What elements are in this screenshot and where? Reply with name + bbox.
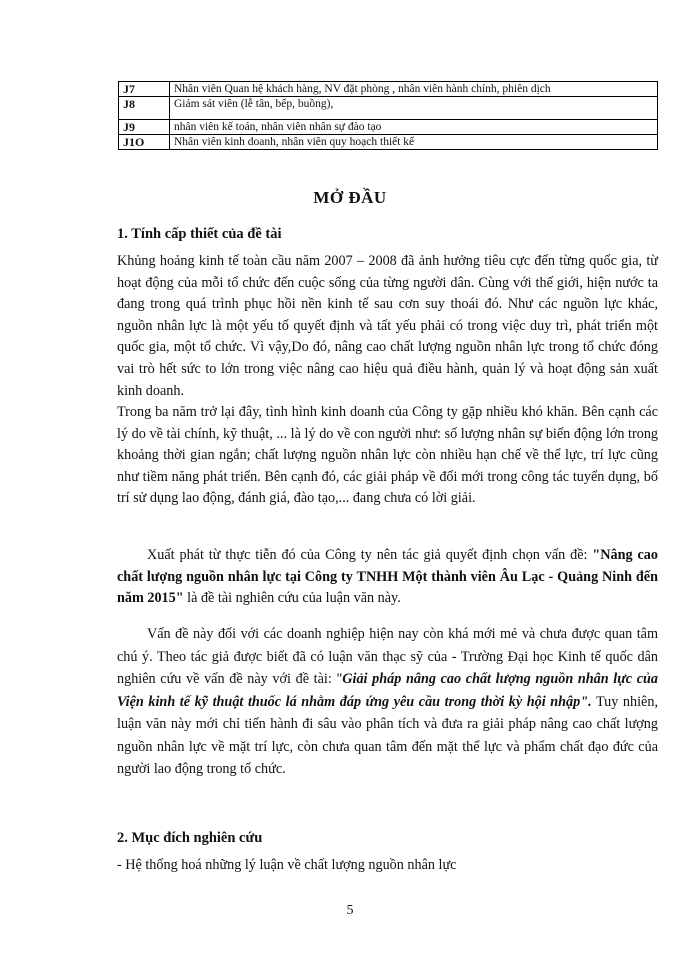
paragraph-3-end: là đề tài nghiên cứu của luận văn này. [183, 590, 401, 607]
page-heading: MỞ ĐẦU [313, 188, 387, 207]
paragraph-2: Trong ba năm trở lại đây, tình hình kinh doanh của Công ty gặp nhiều khó khăn. Bên cạnh các lý do về tài chính, kỹ thuật, ... là lý do về con người như: số lượng nhân sự biến động lớn trong khoảng thời gian ngắn; chất lượng nguồn nhân lực còn nhiều hạn chế về thể lực, trí lực cũng như tiềm năng phát triển. Bên cạnh đó, các giải pháp về đổi mới trong công tác tuyển dụng, bố trí sử dụng lao động, đánh giá, đào tạo,... đang chưa có lời giải. [117, 404, 658, 507]
paragraph-4-start: Vấn đề này đối với các doanh nghiệp hiện nay còn khá mới mẻ và chưa được quan tâm chú ý. Theo tác giả được biết đã có luận văn thạc sỹ của - Trường Đại học Kinh tế quốc dân nghiên cứu về vấn đề này với đề tài: " [117, 626, 658, 687]
abbr-text: nhân viên kế toán, nhân viên nhân sự đào tạo [170, 120, 658, 135]
abbr-code: J9 [119, 120, 170, 135]
list-item: - Hệ thống hoá những lý luận về chất lượng nguồn nhân lực [117, 857, 457, 873]
paragraph-3-start: Xuất phát từ thực tiễn đó của Công ty nên tác giả quyết định chọn vấn đề: [147, 547, 593, 563]
paragraph-4 [117, 623, 658, 781]
abbr-text: Giám sát viên (lễ tân, bếp, buồng), [170, 97, 658, 120]
abbr-code: J1O [119, 135, 170, 150]
paragraph-4-cited-title: Giải pháp nâng cao chất lượng nguồn nhân lực của Viện kinh tế kỹ thuật thuốc lá nhằm đáp ứng yêu cầu trong thời kỳ hội nhập". [117, 671, 658, 710]
abbr-code: J8 [119, 97, 170, 120]
paragraph-4-end: Tuy nhiên, luận văn này mới chỉ tiến hành đi sâu vào phân tích và đưa ra giải pháp nâng cao chất lượng nguồn nhân lực về mặt trí lực, còn chưa quan tâm đến mặt thể lực và phẩm chất đạo đức của người lao động trong tổ chức. [117, 693, 658, 777]
abbr-text: Nhân viên Quan hệ khách hàng, NV đặt phòng , nhân viên hành chính, phiên dịch [170, 82, 658, 97]
abbr-text: Nhân viên kinh doanh, nhân viên quy hoạch thiết kế [170, 135, 658, 150]
abbr-code: J7 [119, 82, 170, 97]
paragraph-3-thesis-title: "Nâng cao chất lượng nguồn nhân lực tại Công ty TNHH Một thành viên Âu Lạc - Quảng Ninh đến năm 2015" [117, 547, 658, 607]
page-number: 5 [346, 903, 354, 918]
paragraph-1: Khủng hoảng kinh tế toàn cầu năm 2007 – 2008 đã ảnh hưởng tiêu cực đến từng quốc gia, từ hoạt động của mỗi tổ chức đến cuộc sống của từng người dân. Cùng với thế giới, hiện nước ta đang trong quá trình phục hồi nền kinh tế sau cơn suy thoái đó. Như các nguồn lực khác, nguồn nhân lực là một yếu tố quyết định và tất yếu phải có trong việc duy trì, phát triển một quốc gia, một tổ chức. Vì vậy,Do đó, nâng cao chất lượng nguồn nhân lực trong tổ chức đóng vai trò hết sức to lớn trong việc nâng cao hiệu quả điều hành, quản lý và hoạt động sản xuất kinh doanh. [117, 253, 658, 399]
abbreviation-table [118, 81, 658, 150]
section-1-title: 1. Tính cấp thiết của đề tài [117, 226, 282, 242]
section-2-title: 2. Mục đích nghiên cứu [117, 830, 263, 846]
table-row [119, 135, 658, 150]
table-row [119, 120, 658, 135]
paragraph-3 [117, 545, 658, 610]
table-row [119, 97, 658, 120]
table-row [119, 82, 658, 97]
